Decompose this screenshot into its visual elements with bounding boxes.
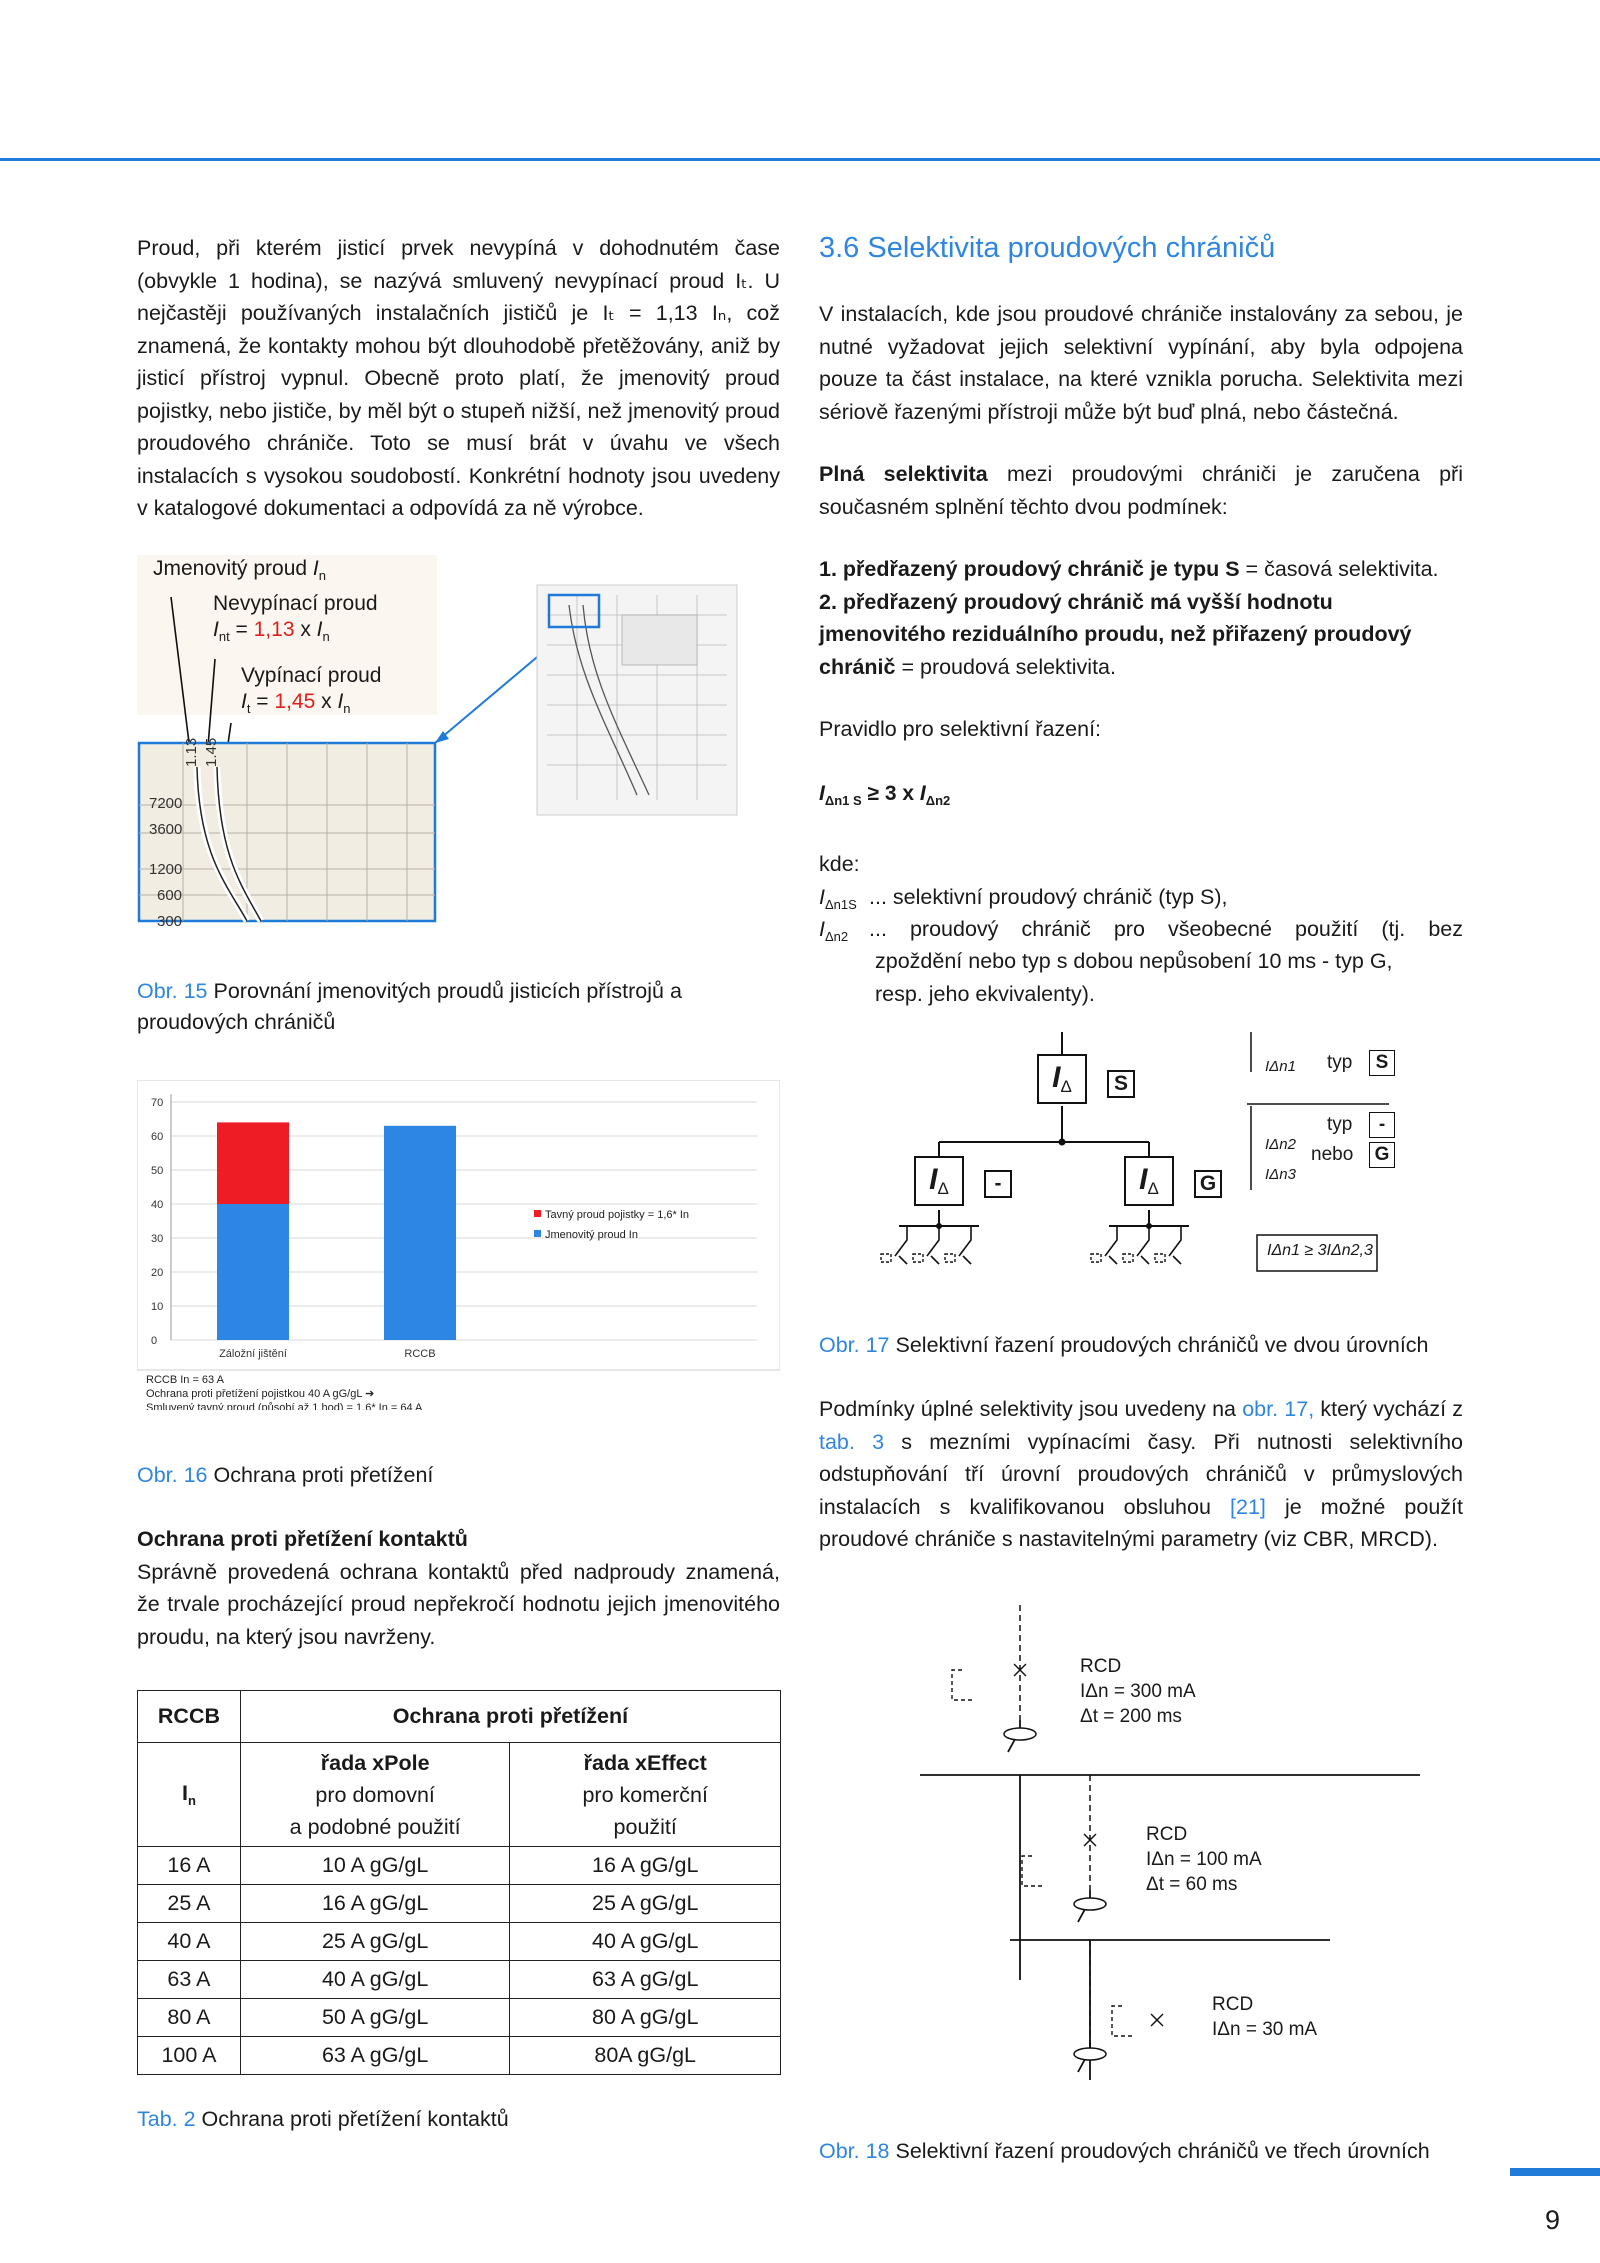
- axis-left-3600: 3600: [149, 821, 183, 838]
- figure-16-chart: [137, 1080, 780, 1410]
- rcd-box-right: $I_\Delta$: [1124, 1156, 1174, 1206]
- figure-16-caption: Obr. 16 Ochrana proti přetížení: [137, 1463, 434, 1487]
- legend-label: Jmenovitý proud In: [545, 1229, 638, 1241]
- bar-chart-svg: [137, 1080, 780, 1410]
- y-tick-label: 30: [151, 1233, 164, 1245]
- legend-swatch: [534, 1230, 541, 1237]
- legend-g: G: [1369, 1142, 1395, 1168]
- axis-top-145: 1.45: [203, 737, 220, 767]
- figure-15-caption: Obr. 15 Porovnání jmenovitých proudů jisticích přístrojů a proudových chráničů: [137, 979, 682, 1034]
- overload-table: [137, 1690, 781, 2075]
- axis-top-113: 1.13: [183, 737, 200, 767]
- table-row: 80 A 50 A gG/gL 80 A gG/gL: [138, 1999, 781, 2037]
- rcd-box-top: $I_\Delta$: [1037, 1054, 1087, 1104]
- chart-note: Smluvený tavný proud (působí až 1 hod) = 1,6* In = 64 A: [146, 1402, 423, 1410]
- label-nontrip-current: Nevypínací proud $I_{nt} = 1,13$ x $I_n$: [213, 592, 378, 644]
- contacts-heading: Ochrana proti přetížení kontaktů: [137, 1527, 468, 1551]
- axis-left-1200: 1200: [149, 861, 183, 878]
- label-rated-current: Jmenovitý proud $I_n$: [153, 557, 326, 583]
- legend-swatch: [534, 1210, 541, 1217]
- selectivity-formula: $I_{\Delta n1 S} \ge 3$ x $I_{\Delta n2}$: [819, 782, 951, 808]
- intro-paragraph: Proud, při kterém jisticí prvek nevypíná v dohodnutém čase (obvykle 1 hodina), se nazývá smluvený nevypínací proud Iₜ. U nejčastěji používaných instalačních jističů je Iₜ = 1,13 Iₙ, což znamená, že kontakty mohou být dlouhodobě přetěžovány, aniž by jisticí přístroj vypnul. Obecně proto platí, že jmenovitý proud pojistky, nebo jističe, by měl být o stupeň nižší, než jmenovitý proud proudového chrániče. Toto se musí brát v úvahu ve všech instalacích s vysokou soudobostí. Konkrétní hodnoty jsou uvedeny v katalogové dokumentaci a odpovídá za ně výrobce.: [137, 236, 780, 520]
- tag-s: S: [1107, 1070, 1135, 1098]
- table-head-overload: Ochrana proti přetížení: [240, 1691, 780, 1743]
- legend-label: Tavný proud pojistky = 1,6* In: [545, 1209, 689, 1221]
- definitions: kde: $I_{\Delta n1S}$ ... selektivní proudový chránič (typ S), $I_{\Delta n2}$ ... proudový chránič pro všeobecné použití (tj. bez zpoždění nebo typ s dobou nepůsobení 10 ms - typ G, resp. jeho ekvivalenty).: [819, 852, 1463, 1006]
- page-number: 9: [1545, 2205, 1561, 2235]
- y-tick-label: 20: [151, 1267, 164, 1279]
- figure-18: [900, 1600, 1420, 2090]
- axis-left-7200: 7200: [149, 795, 183, 812]
- right-text: [819, 298, 1463, 776]
- legend-i3: IΔn3: [1265, 1166, 1296, 1183]
- table-2-caption: Tab. 2 Ochrana proti přetížení kontaktů: [137, 2107, 509, 2131]
- table-row: 100 A 63 A gG/gL 80A gG/gL: [138, 2037, 781, 2075]
- section-heading: 3.6 Selektivita proudových chráničů: [819, 232, 1276, 264]
- selectivity-intro: V instalacích, kde jsou proudové chrániče instalovány za sebou, je nutné vyžadovat jejich selektivní vypínání, aby byla odpojena pouze ta část instalace, na které vznikla porucha. Selektivita mezi sériově řazenými přístroji může být buď plná, nebo částečná.: [819, 302, 1463, 424]
- table-row: 16 A 10 A gG/gL 16 A gG/gL: [138, 1847, 781, 1885]
- y-tick-label: 40: [151, 1199, 164, 1211]
- rcd1-label: RCD IΔn = 300 mA Δt = 200 ms: [1080, 1656, 1196, 1727]
- page-number-bar: [1510, 2168, 1600, 2176]
- table-row: 25 A 16 A gG/gL 25 A gG/gL: [138, 1885, 781, 1923]
- bar: [217, 1204, 289, 1340]
- axis-left-300: 300: [157, 913, 183, 930]
- conditions: 1. předřazený proudový chránič je typu S = časová selektivita. 2. předřazený proudový chránič má vyšší hodnotu jmenovitého reziduálního proudu, než přiřazený proudový chránič = proudová selektivita.: [819, 557, 1439, 679]
- table-head-xeffect: řada xEffect pro komerční použití: [510, 1743, 781, 1847]
- rcd3-label: RCD IΔn = 30 mA: [1212, 1994, 1318, 2040]
- rcd-box-left: $I_\Delta$: [914, 1156, 964, 1206]
- legend-i2: IΔn2: [1265, 1136, 1296, 1153]
- bar: [217, 1122, 289, 1204]
- x-tick-label: RCCB: [404, 1348, 436, 1360]
- figure-18-caption: Obr. 18 Selektivní řazení proudových chráničů ve třech úrovních: [819, 2139, 1430, 2163]
- axis-left-600: 600: [157, 887, 183, 904]
- rule-text: Pravidlo pro selektivní řazení:: [819, 717, 1102, 741]
- figure-17: [819, 1030, 1463, 1300]
- rcd2-label: RCD IΔn = 100 mA Δt = 60 ms: [1146, 1824, 1262, 1895]
- chart-note: RCCB In = 63 A: [146, 1374, 224, 1386]
- figure-17-caption: Obr. 17 Selektivní řazení proudových chráničů ve dvou úrovních: [819, 1333, 1429, 1357]
- legend-typ2: typ: [1327, 1114, 1353, 1135]
- y-tick-label: 70: [151, 1097, 164, 1109]
- legend-nebo: nebo: [1311, 1144, 1354, 1165]
- table-head-rccb: RCCB: [138, 1691, 241, 1743]
- y-tick-label: 10: [151, 1301, 164, 1313]
- y-tick-label: 50: [151, 1165, 164, 1177]
- label-trip-current: Vypínací proud $I_t = 1,45$ x $I_n$: [241, 664, 382, 716]
- selectivity-conditions: Podmínky úplné selektivity jsou uvedeny na obr. 17, který vychází z tab. 3 s mezními vypínacími časy. Při nutnosti selektivního odstupňování tří úrovní proudových chráničů v průmyslových instalacích s kvalifikovanou obsluhou [21] je možné použít proudové chrániče s nastavitelnými parametry (viz CBR, MRCD).: [819, 1397, 1463, 1551]
- table-head-xpole: řada xPole pro domovní a podobné použití: [240, 1743, 510, 1847]
- legend-s: S: [1369, 1050, 1395, 1076]
- tag-dash: -: [984, 1170, 1012, 1198]
- contacts-section: [137, 1523, 780, 1653]
- table-row: 40 A 25 A gG/gL 40 A gG/gL: [138, 1923, 781, 1961]
- chart-note: Ochrana proti přetížení pojistkou 40 A gG/gL ➔: [146, 1388, 375, 1400]
- contacts-text: Správně provedená ochrana kontaktů před nadproudy znamená, že trvale procházející proud nepřekročí hodnotu jejich jmenovitého proudu, na který jsou navrženy.: [137, 1559, 780, 1649]
- legend-dash: -: [1369, 1112, 1395, 1138]
- header-rule: [0, 158, 1600, 161]
- tag-g: G: [1194, 1170, 1222, 1198]
- legend-rule: IΔn1 ≥ 3IΔn2,3: [1267, 1242, 1373, 1259]
- figure-15: [137, 555, 780, 955]
- table-row: 63 A 40 A gG/gL 63 A gG/gL: [138, 1961, 781, 1999]
- x-tick-label: Záložní jištění: [219, 1348, 287, 1360]
- table-head-in: $I_n$: [138, 1743, 241, 1847]
- y-tick-label: 60: [151, 1131, 164, 1143]
- bar: [384, 1126, 456, 1340]
- y-tick-label: 0: [151, 1335, 158, 1347]
- legend-typ1: typ: [1327, 1052, 1353, 1073]
- legend-i1: IΔn1: [1265, 1058, 1296, 1075]
- full-selectivity: Plná selektivita mezi proudovými chrániči je zaručena při současném splnění těchto dvou podmínek:: [819, 462, 1463, 519]
